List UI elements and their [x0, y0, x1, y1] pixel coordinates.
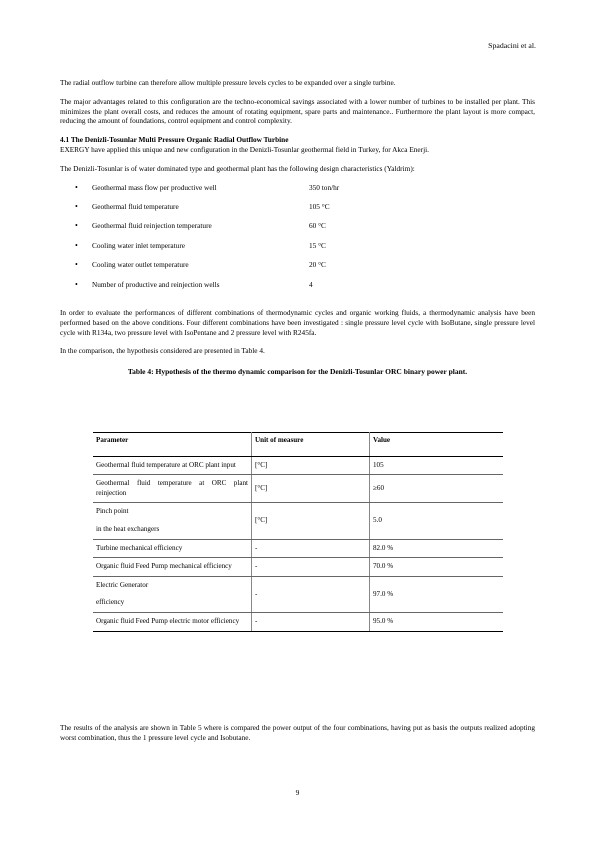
paragraph-results: The results of the analysis are shown in Table 5 where is compared the power output of the four combinations, having put as basis the outputs realized adopting worst combination, thus the 1 pressure level cycle and Isobutane. — [60, 723, 535, 742]
list-item — [60, 183, 535, 202]
list-item-value: 4 — [309, 279, 313, 289]
list-item — [60, 280, 535, 299]
cell-unit: [°C] — [252, 503, 370, 539]
cell-parameter: Turbine mechanical efficiency — [93, 539, 252, 558]
list-item — [60, 260, 535, 279]
list-item-label: Geothermal mass flow per productive well — [92, 182, 217, 192]
list-item-label: Number of productive and reinjection wells — [92, 279, 220, 289]
table-row — [93, 456, 503, 475]
running-header-author: Spadacini et al. — [488, 41, 536, 50]
list-item-value: 350 ton/hr — [309, 182, 340, 192]
list-item — [60, 241, 535, 260]
list-item-value: 60 °C — [309, 221, 326, 231]
cell-parameter: Geothermal fluid temperature at ORC plant input — [93, 456, 252, 475]
list-item — [60, 221, 535, 240]
bullet-icon: • — [75, 279, 78, 289]
cell-value: 97.0 % — [370, 576, 504, 612]
bullet-icon: • — [75, 240, 78, 250]
cell-parameter: Electric Generator efficiency — [93, 576, 252, 612]
list-item-label: Geothermal fluid temperature — [92, 201, 179, 211]
paragraph-exergy: EXERGY have applied this unique and new configuration in the Denizli-Tosunlar geothermal field in Turkey, for Akca Enerji. — [60, 144, 429, 154]
cell-parameter: Pinch point in the heat exchangers — [93, 503, 252, 539]
section-heading: 4.1 The Denizli-Tosunlar Multi Pressure Organic Radial Outflow Turbine — [60, 135, 289, 145]
cell-value: 5.0 — [370, 503, 504, 539]
paragraph-intro: The radial outflow turbine can therefore allow multiple pressure levels cycles to be expanded over a single turbine. — [60, 78, 396, 87]
list-item-label: Cooling water outlet temperature — [92, 260, 189, 270]
table-caption: Table 4: Hypothesis of the thermo dynamic comparison for the Denizli-Tosunlar ORC binary power plant. — [127, 367, 468, 377]
cell-value: 95.0 % — [370, 612, 504, 631]
cell-value: 70.0 % — [370, 558, 504, 577]
body-text — [60, 78, 535, 382]
list-item-value: 20 °C — [309, 260, 326, 270]
cell-value: 105 — [370, 456, 504, 475]
bullet-icon: • — [75, 260, 78, 270]
cell-parameter: Organic fluid Feed Pump electric motor efficiency — [93, 612, 252, 631]
cell-unit: - — [252, 612, 370, 631]
cell-unit: [°C] — [252, 475, 370, 503]
paragraph-hypothesis: In the comparison, the hypothesis considered are presented in Table 4. — [60, 346, 265, 356]
cell-unit: - — [252, 558, 370, 577]
bullet-icon: • — [75, 201, 78, 211]
list-item-value: 15 °C — [309, 240, 326, 250]
hypothesis-table — [93, 432, 503, 632]
paragraph-design-characteristics: The Denizli-Tosunlar is of water dominated type and geothermal plant has the following design characteristics (Yaldrim): — [60, 163, 415, 173]
cell-parameter: Organic fluid Feed Pump mechanical efficiency — [93, 558, 252, 577]
table-row — [93, 539, 503, 558]
design-characteristics-list — [60, 183, 535, 299]
table-row — [93, 475, 503, 503]
paragraph-advantages: The major advantages related to this configuration are the techno-economical savings associated with a lower number of turbines to be installed per plant. This minimizes the plant overall costs, and reduces the amount of rotating equipment, spare parts and maintenance.. Furthermore the plant layout is more compact, reducing the amount of foundations, control equipment and control complexity. — [60, 96, 535, 126]
bullet-icon: • — [75, 182, 78, 192]
cell-value: ≥60 — [370, 475, 504, 503]
paragraph-analysis: In order to evaluate the performances of different combinations of thermodynamic cycles and organic working fluids, a thermodynamic analysis have been performed based on the above conditions. Four different combinations have been investigated : single pressure level cycle with IsoButane, single pressure level cycle with R134a, two pressure level with IsoPentane and 2 pressure level with R245fa. — [60, 307, 535, 337]
table-row — [93, 612, 503, 631]
cell-unit: [°C] — [252, 456, 370, 475]
table-row — [93, 576, 503, 612]
cell-parameter: Geothermal fluid temperature at ORC plant reinjection — [93, 475, 252, 503]
column-header-unit: Unit of measure — [252, 433, 370, 457]
list-item — [60, 202, 535, 221]
table-row — [93, 503, 503, 539]
page-number: 9 — [295, 788, 300, 797]
table-row — [93, 558, 503, 577]
bullet-icon: • — [75, 221, 78, 231]
list-item-label: Geothermal fluid reinjection temperature — [92, 221, 212, 231]
table-header-row — [93, 433, 503, 457]
column-header-value: Value — [370, 433, 504, 457]
cell-unit: - — [252, 576, 370, 612]
list-item-label: Cooling water inlet temperature — [92, 240, 186, 250]
cell-value: 82.0 % — [370, 539, 504, 558]
cell-unit: - — [252, 539, 370, 558]
list-item-value: 105 °C — [309, 201, 330, 211]
column-header-parameter: Parameter — [93, 433, 252, 457]
